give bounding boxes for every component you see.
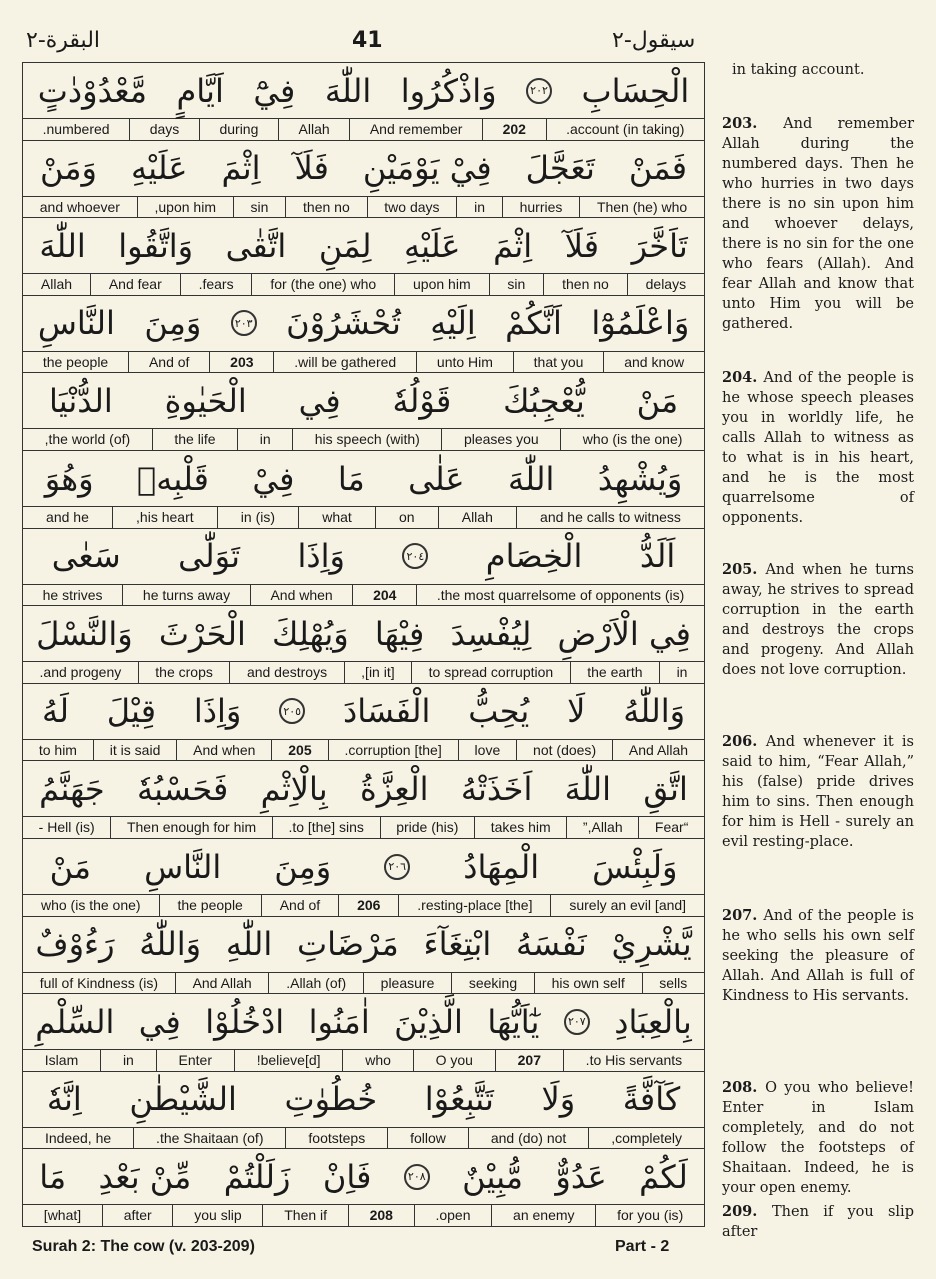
translation-paragraph: [722, 560, 914, 680]
word-meaning-cell: (is the one) who: [560, 429, 704, 450]
arabic-word: اَلَدُّ: [639, 537, 676, 576]
arabic-word: لَكُمْ: [639, 1157, 688, 1196]
word-meaning-cell: the people: [159, 895, 261, 916]
arabic-line: [23, 917, 704, 973]
word-meaning-cell: seeking: [451, 973, 534, 994]
arabic-line: [23, 839, 704, 895]
word-meaning-cell: to him: [38, 741, 77, 758]
arabic-word: اللّٰهَ: [39, 226, 86, 265]
arabic-word: الَّذِيْنَ: [394, 1002, 463, 1041]
arabic-word: تُحْشَرُوْنَ: [286, 304, 401, 343]
arabic-word: عَلَيْهِ: [130, 149, 188, 188]
word-meaning-cell: numbered.: [42, 121, 110, 137]
arabic-line: [23, 684, 704, 740]
arabic-word: اللّٰهَ: [324, 71, 372, 110]
arabic-word: وَيُهْلِكَ: [272, 614, 349, 653]
arabic-word: وَاللّٰهُ: [623, 692, 686, 731]
arabic-word: وَاِذَا: [193, 692, 242, 731]
arabic-word: ادْخُلُوْا: [205, 1002, 285, 1041]
arabic-word: مَا: [39, 1157, 67, 1196]
word-meaning-cell: Allah: [40, 276, 73, 293]
arabic-word: فِيْ: [252, 459, 295, 498]
verse-number-marker: ٢٠٧: [564, 1009, 590, 1035]
word-meaning-cell: (his) pride: [380, 817, 475, 838]
word-meaning-cell: to His servants.: [563, 1050, 704, 1071]
surah-name-header: البقرة-٢: [26, 28, 101, 53]
word-meaning-cell: and destroys: [229, 662, 343, 683]
word-meaning-cell: Allah: [278, 119, 349, 140]
word-meaning-cell: And when: [250, 585, 353, 606]
word-meaning-cell: delays: [627, 274, 704, 295]
word-meaning-cell: what: [298, 507, 375, 528]
verse-row: [23, 684, 704, 762]
word-meaning-cell: days: [129, 119, 199, 140]
translation-paragraph: [722, 1078, 914, 1198]
word-meaning-cell: fears.: [180, 274, 252, 295]
translation-verse-number: 209.: [722, 1203, 773, 1220]
arabic-line: [23, 994, 704, 1050]
arabic-word: يُحِبُّ: [468, 692, 530, 731]
word-meaning-cell: sells: [642, 973, 705, 994]
verse-row: [23, 529, 704, 607]
english-line: [23, 429, 704, 451]
translation-text: And remember Allah during the numbered days. Then he who hurries in two days there is no sin upon him and whoever delays, there is no sin for the one who fears (Allah). And fear Allah and know that unto Him you will be gathered.: [722, 116, 914, 332]
translation-paragraph: [722, 1202, 914, 1242]
word-meaning-cell: and he calls to witness: [516, 507, 704, 528]
word-meaning-cell: to [the] sins.: [272, 817, 380, 838]
word-meaning-cell: And Allah: [612, 740, 704, 761]
word-meaning-cell: love: [458, 740, 517, 761]
arabic-word: فِيْهَا: [374, 614, 425, 653]
arabic-line: [23, 451, 704, 507]
arabic-line: [23, 141, 704, 197]
word-meaning-cell: that you: [513, 352, 604, 373]
word-meaning-cell: footsteps: [285, 1128, 387, 1149]
word-meaning-cell: [the] resting-place.: [398, 895, 550, 916]
verse-number-marker: ٢٠٥: [279, 698, 305, 724]
word-meaning-cell: then no: [543, 274, 627, 295]
word-meaning-cell: upon him: [394, 274, 488, 295]
verse-number-marker: ٢٠٦: [384, 854, 410, 880]
verse-row: [23, 373, 704, 451]
arabic-word: عَلٰى: [408, 459, 465, 498]
arabic-word: اللّٰهِ: [225, 925, 273, 964]
translation-text: Then if you slip after: [722, 1204, 914, 1240]
word-meaning-cell: will be gathered.: [273, 352, 416, 373]
arabic-word: عَلَيْهِ: [404, 226, 461, 265]
word-meaning-cell: And remember: [349, 119, 482, 140]
translation-text: And whenever it is said to him, “Fear Allah,” his (false) pride drives him to sins. Then enough for him is Hell - surely an evil resting-place.: [722, 734, 914, 850]
arabic-word: اِثْمَ: [221, 149, 261, 188]
arabic-word: الْمِهَادُ: [463, 847, 540, 886]
word-meaning-cell: in: [456, 197, 501, 218]
translation-text: And when he turns away, he strives to spread corruption in the earth and destroys the crops and progeny. And Allah does not love corruption.: [722, 562, 914, 678]
arabic-word: الْفَسَادَ: [343, 692, 431, 731]
word-meaning-cell: in: [237, 429, 292, 450]
juz-name-header: سيقول-٢: [612, 28, 696, 53]
arabic-word: فِي: [138, 1002, 181, 1041]
translation-text: And of the people is he who sells his own self seeking the pleasure of Allah. And Allah is full of Kindness to His servants.: [722, 908, 914, 1004]
word-meaning-cell: [the] corruption.: [328, 740, 458, 761]
word-meaning-cell: (with) his speech: [292, 429, 441, 450]
translation-verse-number: 206.: [722, 733, 766, 750]
arabic-word: اَيَّامٍ: [176, 71, 224, 110]
verse-row: [23, 839, 704, 917]
word-meaning-cell: and he: [46, 509, 89, 525]
verse-row: [23, 606, 704, 684]
word-meaning-cell: (of) Allah.: [268, 973, 362, 994]
word-meaning-cell: during: [199, 119, 278, 140]
arabic-word: مَنْ: [636, 381, 679, 420]
arabic-word: وَمَنْ: [40, 149, 97, 188]
verse-row: [23, 296, 704, 374]
translation-verse-number: 205.: [722, 561, 766, 578]
word-meaning-cell: Then if: [262, 1205, 347, 1226]
arabic-line: [23, 218, 704, 274]
verse-row: [23, 451, 704, 529]
arabic-word: مَا: [337, 459, 365, 498]
word-meaning-cell: for (the one) who: [251, 274, 394, 295]
word-meaning-cell: sin: [489, 274, 544, 295]
arabic-word: فَمَنْ: [628, 149, 688, 188]
arabic-word: قِيْلَ: [106, 692, 156, 731]
arabic-word: وَيُشْهِدُ: [597, 459, 683, 498]
arabic-line: [23, 606, 704, 662]
translation-text: And of the people is he whose speech pleases you in worldly life, he calls Allah to witness as to what is in his heart, and he is the most quarrelsome of opponents.: [722, 370, 914, 526]
arabic-word: قَلْبِهٖ: [137, 459, 209, 498]
word-meaning-cell: you slip: [172, 1205, 262, 1226]
word-meaning-cell: the crops: [138, 662, 230, 683]
word-meaning-cell: two days: [367, 197, 457, 218]
arabic-word: زَلَلْتُمْ: [223, 1157, 291, 1196]
arabic-word: وَاللّٰهُ: [139, 925, 202, 964]
word-meaning-cell: [and] surely an evil: [550, 895, 704, 916]
word-meaning-cell: after: [102, 1205, 173, 1226]
arabic-word: الْعِزَّةُ: [360, 769, 429, 808]
english-line: [23, 895, 704, 917]
arabic-word: الْحَيٰوةِ: [164, 381, 247, 420]
arabic-word: الْخِصَامِ: [485, 537, 583, 576]
arabic-word: تَاَخَّرَ: [631, 226, 688, 265]
word-meaning-cell: (in taking) account.: [546, 119, 704, 140]
translation-text: in taking account.: [732, 62, 865, 78]
word-meaning-cell: then no: [285, 197, 366, 218]
translation-paragraph: [722, 906, 914, 1006]
english-line: [23, 973, 704, 995]
arabic-word: وَلَا: [541, 1080, 576, 1119]
arabic-word: فِيْٓ: [253, 71, 296, 110]
english-line: [23, 740, 704, 762]
verse-row: [23, 1072, 704, 1150]
english-line: [23, 507, 704, 529]
word-meaning-cell: the earth: [570, 662, 659, 683]
arabic-word: النَّاسِ: [37, 304, 115, 343]
arabic-word: تَعَجَّلَ: [525, 149, 595, 188]
arabic-word: فِي الْاَرْضِ: [557, 614, 691, 653]
arabic-line: [23, 1149, 704, 1205]
word-meaning-cell: he turns away: [122, 585, 250, 606]
word-meaning-cell: (of) the Shaitaan.: [133, 1128, 285, 1149]
arabic-word: لَا: [567, 692, 586, 731]
arabic-word: الدُّنْيَا: [48, 381, 113, 420]
word-meaning-cell: in: [659, 662, 704, 683]
word-meaning-cell: pleases you: [441, 429, 560, 450]
arabic-word: ابْتِغَآءَ: [423, 925, 492, 964]
word-by-word-grid: [22, 62, 705, 1227]
arabic-line: [23, 296, 704, 352]
arabic-word: فِيْ يَوْمَيْنِ: [362, 149, 492, 188]
arabic-word: اِنَّهٗ: [46, 1080, 82, 1119]
arabic-word: النَّاسِ: [144, 847, 222, 886]
arabic-word: يٰٓاَيُّهَا: [487, 1002, 540, 1041]
word-meaning-cell: Enter: [156, 1050, 234, 1071]
verse-row: [23, 141, 704, 219]
arabic-word: وَاعْلَمُوْٓا: [591, 304, 690, 343]
verse-number-cell: 204: [352, 585, 416, 606]
arabic-line: [23, 1072, 704, 1128]
word-meaning-cell: And of: [261, 895, 338, 916]
word-meaning-cell: his own self: [534, 973, 642, 994]
arabic-word: فَاِنْ: [322, 1157, 372, 1196]
arabic-word: الْحِسَابِ: [581, 71, 690, 110]
english-line: [23, 274, 704, 296]
word-meaning-cell: And Allah: [175, 973, 269, 994]
word-meaning-cell: open.: [414, 1205, 492, 1226]
arabic-word: وَمِنَ: [274, 847, 332, 886]
arabic-word: مَّعْدُوْدٰتٍ: [37, 71, 147, 110]
word-meaning-cell: (is the one) who: [40, 897, 141, 913]
arabic-line: [23, 761, 704, 817]
word-meaning-cell: And when: [176, 740, 271, 761]
arabic-word: اتَّقِ: [643, 769, 688, 808]
english-line: [23, 197, 704, 219]
verse-number-cell: 208: [348, 1205, 414, 1226]
arabic-word: اٰمَنُوا: [308, 1002, 370, 1041]
word-meaning-cell: the people: [42, 353, 109, 370]
arabic-line: [23, 63, 704, 119]
word-meaning-cell: “Fear: [638, 817, 704, 838]
arabic-word: قَوْلُهٗ: [392, 381, 452, 420]
word-meaning-cell: in: [100, 1050, 156, 1071]
word-meaning-cell: to spread corruption: [411, 662, 570, 683]
arabic-word: مُّبِيْنٌ: [462, 1157, 523, 1196]
english-line: [23, 1050, 704, 1072]
arabic-word: اتَّقٰى: [225, 226, 287, 265]
word-meaning-cell: and progeny.: [39, 664, 122, 681]
arabic-word: السِّلْمِ: [35, 1002, 115, 1041]
verse-number-cell: 207: [495, 1050, 563, 1071]
arabic-word: وَاذْكُرُوا: [400, 71, 497, 110]
word-meaning-cell: (is) in: [217, 507, 298, 528]
word-meaning-cell: and whoever: [39, 198, 120, 215]
word-meaning-cell: and (do) not: [468, 1128, 588, 1149]
arabic-word: جَهَنَّمُ: [39, 769, 105, 808]
arabic-word: رَءُوْفٌ: [35, 925, 115, 964]
arabic-word: فَحَسْبُهٗ: [136, 769, 229, 808]
word-meaning-cell: and know: [603, 352, 704, 373]
arabic-word: وَاتَّقُوا: [118, 226, 194, 265]
arabic-word: اِثْمَ: [493, 226, 533, 265]
word-meaning-cell: believe[d]!: [234, 1050, 343, 1071]
word-meaning-cell: (is) Hell -: [38, 819, 95, 836]
word-meaning-cell: takes him: [474, 817, 566, 838]
arabic-word: نَفْسَهُ: [515, 925, 587, 964]
english-line: [23, 119, 704, 141]
word-meaning-cell: sin: [233, 197, 285, 218]
word-meaning-cell: his heart,: [112, 507, 217, 528]
translation-text: O you who believe! Enter in Islam completely, and do not follow the footsteps of Shaitaan. Indeed, he is your open enemy.: [722, 1080, 914, 1196]
word-meaning-cell: Then (he) who: [579, 197, 704, 218]
arabic-word: اَخَذَتْهُ: [460, 769, 533, 808]
word-meaning-cell: hurries: [502, 197, 579, 218]
arabic-word: وَاِذَا: [297, 537, 345, 576]
arabic-word: فَلَآ: [294, 149, 329, 188]
english-line: [23, 352, 704, 374]
arabic-word: مَرْضَاتِ: [296, 925, 399, 964]
arabic-word: وَهُوَ: [44, 459, 94, 498]
verse-number-cell: 202: [482, 119, 546, 140]
arabic-line: [23, 529, 704, 585]
word-meaning-cell: [in it],: [344, 662, 412, 683]
arabic-word: يُّعْجِبُكَ: [503, 381, 585, 420]
word-meaning-cell: completely,: [588, 1128, 704, 1149]
word-meaning-cell: the life: [152, 429, 237, 450]
verse-number-cell: 203: [209, 352, 273, 373]
arabic-word: اللّٰهَ: [507, 459, 555, 498]
arabic-word: تَتَّبِعُوْا: [424, 1080, 494, 1119]
arabic-line: [23, 373, 704, 429]
translation-verse-number: 204.: [722, 369, 764, 386]
arabic-word: اللّٰهَ: [564, 769, 612, 808]
translation-paragraph: [722, 732, 914, 852]
verse-number-marker: ٢٠٣: [231, 310, 257, 336]
translation-verse-number: 207.: [722, 907, 764, 924]
arabic-word: كَآفَّةً: [622, 1080, 681, 1119]
word-meaning-cell: Allah: [438, 507, 516, 528]
arabic-word: مِّنْ بَعْدِ: [98, 1157, 192, 1196]
translation-paragraph: [722, 114, 914, 334]
word-meaning-cell: on: [375, 507, 438, 528]
verse-number-cell: 206: [338, 895, 398, 916]
word-meaning-cell: unto Him: [416, 352, 513, 373]
english-line: [23, 1128, 704, 1150]
translation-verse-number: 208.: [722, 1079, 766, 1096]
word-meaning-cell: follow: [387, 1128, 468, 1149]
word-meaning-cell: upon him,: [137, 197, 233, 218]
arabic-word: الْحَرْثَ: [158, 614, 246, 653]
word-meaning-cell: (is) the most quarrelsome of opponents.: [416, 585, 704, 606]
word-meaning-cell: O you: [413, 1050, 495, 1071]
arabic-word: بِالْعِبَادِ: [614, 1002, 692, 1041]
word-meaning-cell: he strives: [42, 586, 103, 603]
word-meaning-cell: it is said: [93, 740, 176, 761]
verse-row: [23, 994, 704, 1072]
arabic-word: وَلَبِئْسَ: [592, 847, 678, 886]
arabic-word: اِلَيْهِ: [430, 304, 476, 343]
word-meaning-cell: (is) for you: [595, 1205, 704, 1226]
arabic-word: لَهُ: [42, 692, 69, 731]
verse-row: [23, 63, 704, 141]
arabic-word: فَلَآ: [564, 226, 600, 265]
arabic-word: اَنَّكُمْ: [505, 304, 562, 343]
word-meaning-cell: Allah,”: [566, 817, 638, 838]
verse-number-marker: ٢٠٤: [402, 543, 428, 569]
verse-row: [23, 218, 704, 296]
arabic-word: سَعٰى: [51, 537, 121, 576]
verse-number-marker: ٢٠٢: [526, 78, 552, 104]
arabic-word: عَدُوٌّ: [555, 1157, 607, 1196]
verse-number-cell: 205: [271, 740, 327, 761]
word-meaning-cell: (does) not: [516, 740, 612, 761]
arabic-word: وَالنَّسْلَ: [36, 614, 133, 653]
verse-number-marker: ٢٠٨: [404, 1164, 430, 1190]
word-meaning-cell: Then enough for him: [110, 817, 271, 838]
english-line: [23, 817, 704, 839]
english-line: [23, 1205, 704, 1226]
word-meaning-cell: who: [342, 1050, 412, 1071]
translation-verse-number: 203.: [722, 115, 784, 132]
word-meaning-cell: an enemy: [491, 1205, 595, 1226]
arabic-word: يَّشْرِيْ: [611, 925, 692, 964]
verse-row: [23, 917, 704, 995]
english-line: [23, 585, 704, 607]
english-line: [23, 662, 704, 684]
arabic-word: بِالْاِثْمِ: [260, 769, 328, 808]
arabic-word: لِيُفْسِدَ: [450, 614, 532, 653]
arabic-word: تَوَلّٰى: [178, 537, 240, 576]
arabic-word: فِي: [298, 381, 341, 420]
part-footer: Part - 2: [615, 1238, 670, 1255]
word-meaning-cell: And of: [128, 352, 209, 373]
word-meaning-cell: And fear: [90, 274, 180, 295]
arabic-word: لِمَنِ: [318, 226, 372, 265]
verse-row: [23, 761, 704, 839]
verse-row: [23, 1149, 704, 1227]
page-number: 41: [352, 28, 383, 53]
word-meaning-cell: Islam: [44, 1052, 79, 1069]
word-meaning-cell: Indeed, he: [44, 1129, 112, 1146]
word-meaning-cell: pleasure: [363, 973, 451, 994]
arabic-word: خُطُوٰتِ: [284, 1080, 378, 1119]
arabic-word: وَمِنَ: [144, 304, 202, 343]
word-meaning-cell: (is) full of Kindness: [39, 974, 159, 991]
word-meaning-cell: (of) the world,: [44, 431, 131, 448]
surah-footer: Surah 2: The cow (v. 203-209): [32, 1238, 255, 1255]
arabic-word: مَنْ: [49, 847, 92, 886]
translation-paragraph: [722, 60, 924, 80]
word-meaning-cell: [what]: [43, 1207, 82, 1224]
translation-paragraph: [722, 368, 914, 528]
arabic-word: الشَّيْطٰنِ: [129, 1080, 237, 1119]
